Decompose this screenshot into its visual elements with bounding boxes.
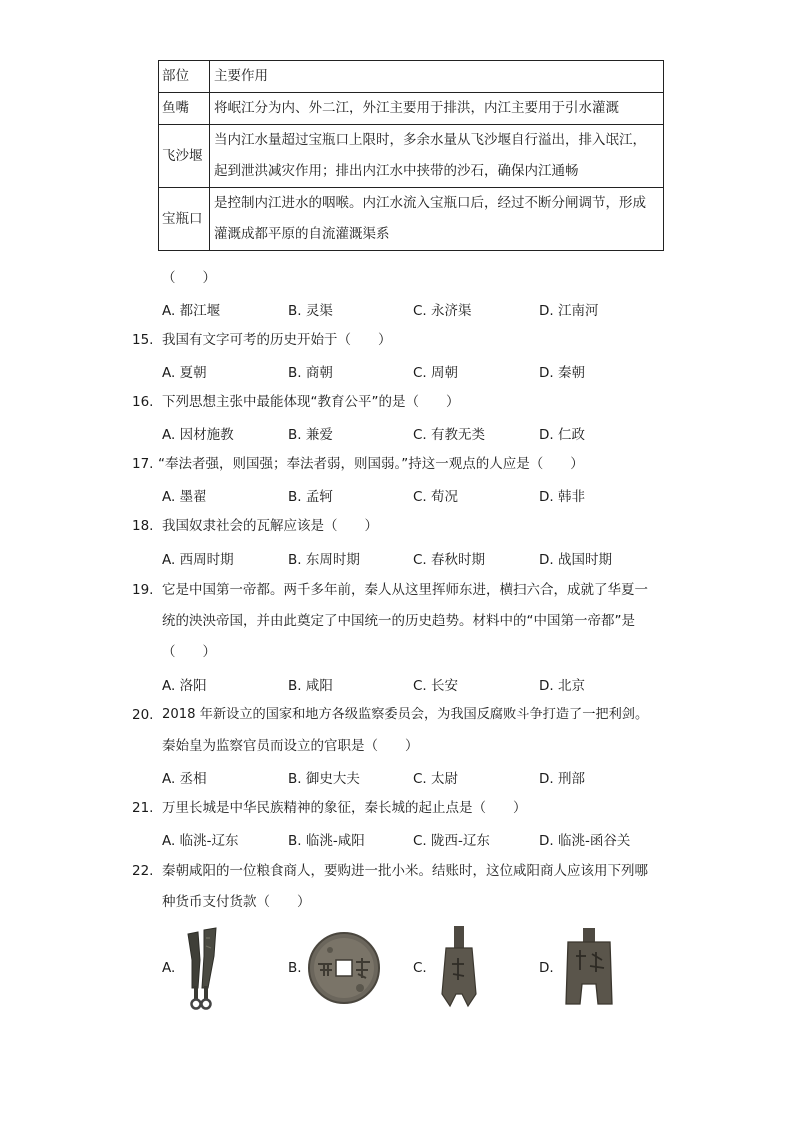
q16-number: 16. bbox=[132, 394, 154, 410]
q16-option-d[interactable]: D. 仁政 bbox=[539, 427, 585, 443]
q15-option-d[interactable]: D. 秦朝 bbox=[539, 365, 585, 381]
q19-stem-line-1: 它是中国第一帝都。两千多年前，秦人从这里挥师东进，横扫六合，成就了华夏一 bbox=[162, 582, 648, 598]
q16-option-c[interactable]: C. 有教无类 bbox=[413, 427, 486, 443]
q14-option-b[interactable]: B. 灵渠 bbox=[288, 303, 333, 319]
table-cell-role bbox=[210, 125, 664, 188]
q18-option-a[interactable]: A. 西周时期 bbox=[162, 552, 234, 568]
q19-number: 19. bbox=[132, 582, 154, 598]
q21-stem: 万里长城是中华民族精神的象征，秦长城的起止点是（ ） bbox=[162, 800, 527, 816]
table-header-part: 部位 bbox=[159, 61, 210, 93]
q20-option-b[interactable]: B. 御史大夫 bbox=[288, 771, 360, 787]
q19-option-b[interactable]: B. 咸阳 bbox=[288, 678, 333, 694]
q15-option-a[interactable]: A. 夏朝 bbox=[162, 365, 207, 381]
q18-option-c[interactable]: C. 春秋时期 bbox=[413, 552, 486, 568]
q21-option-d[interactable]: D. 临洮-函谷关 bbox=[539, 833, 631, 849]
q22-option-b[interactable]: B. bbox=[288, 960, 302, 976]
q20-number: 20. bbox=[132, 707, 154, 723]
table-cell-role bbox=[210, 188, 664, 251]
q16-option-b[interactable]: B. 兼爱 bbox=[288, 427, 333, 443]
table-cell-line: 当内江水量超过宝瓶口上限时，多余水量从飞沙堰自行溢出，排入氓江， bbox=[214, 132, 646, 148]
knife-coin-image[interactable] bbox=[178, 926, 222, 1010]
q22-option-a[interactable]: A. bbox=[162, 960, 176, 976]
q14-paren: （ ） bbox=[162, 270, 216, 286]
table-cell-part: 鱼嘴 bbox=[159, 93, 210, 125]
table-row bbox=[159, 93, 664, 125]
q21-number: 21. bbox=[132, 800, 154, 816]
q16-stem: 下列思想主张中最能体现“教育公平”的是（ ） bbox=[162, 394, 460, 410]
q15-stem: 我国有文字可考的历史开始于（ ） bbox=[162, 332, 392, 348]
q19-option-c[interactable]: C. 长安 bbox=[413, 678, 459, 694]
q14-option-d[interactable]: D. 江南河 bbox=[539, 303, 599, 319]
q20-stem-line-2: 秦始皇为监察官员而设立的官职是（ ） bbox=[162, 738, 419, 754]
q17-option-a[interactable]: A. 墨翟 bbox=[162, 489, 207, 505]
table-cell-line: 将岷江分为内、外二江，外江主要用于排洪，内江主要用于引水灌溉 bbox=[214, 100, 619, 116]
table-cell-line: 是控制内江进水的咽喉。内江水流入宝瓶口后，经过不断分闸调节，形成 bbox=[214, 195, 646, 211]
table-row bbox=[159, 188, 664, 251]
q18-option-d[interactable]: D. 战国时期 bbox=[539, 552, 612, 568]
q17-stem: “奉法者强，则国强；奉法者弱，则国弱。”持这一观点的人应是（ ） bbox=[158, 456, 584, 472]
table-row bbox=[159, 125, 664, 188]
q21-option-b[interactable]: B. 临洮-咸阳 bbox=[288, 833, 365, 849]
q16-option-a[interactable]: A. 因材施教 bbox=[162, 427, 234, 443]
q22-option-c[interactable]: C. bbox=[413, 960, 427, 976]
q15-option-c[interactable]: C. 周朝 bbox=[413, 365, 459, 381]
q22-stem-line-2: 种货币支付货款（ ） bbox=[162, 894, 311, 910]
q19-option-a[interactable]: A. 洛阳 bbox=[162, 678, 207, 694]
q17-option-c[interactable]: C. 荀况 bbox=[413, 489, 459, 505]
q20-stem-line-1: 2018 年新设立的国家和地方各级监察委员会，为我国反腐败斗争打造了一把利剑。 bbox=[162, 707, 649, 722]
q19-stem-line-2: 统的泱泱帝国，并由此奠定了中国统一的历史趋势。材料中的“中国第一帝都”是 bbox=[162, 613, 635, 629]
table-cell-line: 起到泄洪减灾作用；排出内江水中挟带的沙石，确保内江通畅 bbox=[214, 163, 579, 179]
q18-option-b[interactable]: B. 东周时期 bbox=[288, 552, 360, 568]
spade-coin-image[interactable] bbox=[434, 924, 484, 1010]
q17-option-d[interactable]: D. 韩非 bbox=[539, 489, 585, 505]
q14-option-c[interactable]: C. 永济渠 bbox=[413, 303, 472, 319]
q19-option-d[interactable]: D. 北京 bbox=[539, 678, 585, 694]
table-cell-part: 飞沙堰 bbox=[159, 125, 210, 188]
table-header-row bbox=[159, 61, 664, 93]
q15-option-b[interactable]: B. 商朝 bbox=[288, 365, 333, 381]
banliang-coin-image[interactable] bbox=[306, 930, 382, 1006]
q19-paren: （ ） bbox=[162, 644, 216, 660]
q17-number: 17. bbox=[132, 456, 154, 472]
q22-stem-line-1: 秦朝咸阳的一位粮食商人，要购进一批小米。结账时，这位咸阳商人应该用下列哪 bbox=[162, 863, 648, 879]
q14-option-a[interactable]: A. 都江堰 bbox=[162, 303, 221, 319]
q18-stem: 我国奴隶社会的瓦解应该是（ ） bbox=[162, 518, 378, 534]
q21-option-a[interactable]: A. 临洮-辽东 bbox=[162, 833, 239, 849]
dujiangyan-table bbox=[158, 60, 664, 251]
q17-option-b[interactable]: B. 孟轲 bbox=[288, 489, 333, 505]
q15-number: 15. bbox=[132, 332, 154, 348]
table-cell-line: 灌溉成都平原的自流灌溉渠系 bbox=[214, 226, 390, 242]
table-cell-part: 宝瓶口 bbox=[159, 188, 210, 251]
q22-option-d[interactable]: D. bbox=[539, 960, 554, 976]
table-header-role: 主要作用 bbox=[210, 61, 664, 93]
q21-option-c[interactable]: C. 陇西-辽东 bbox=[413, 833, 490, 849]
q20-option-c[interactable]: C. 太尉 bbox=[413, 771, 459, 787]
bu-coin-image[interactable] bbox=[560, 926, 618, 1008]
q20-option-d[interactable]: D. 刑部 bbox=[539, 771, 585, 787]
q20-option-a[interactable]: A. 丞相 bbox=[162, 771, 207, 787]
table-cell-role bbox=[210, 93, 664, 125]
q22-number: 22. bbox=[132, 863, 154, 879]
q18-number: 18. bbox=[132, 518, 154, 534]
